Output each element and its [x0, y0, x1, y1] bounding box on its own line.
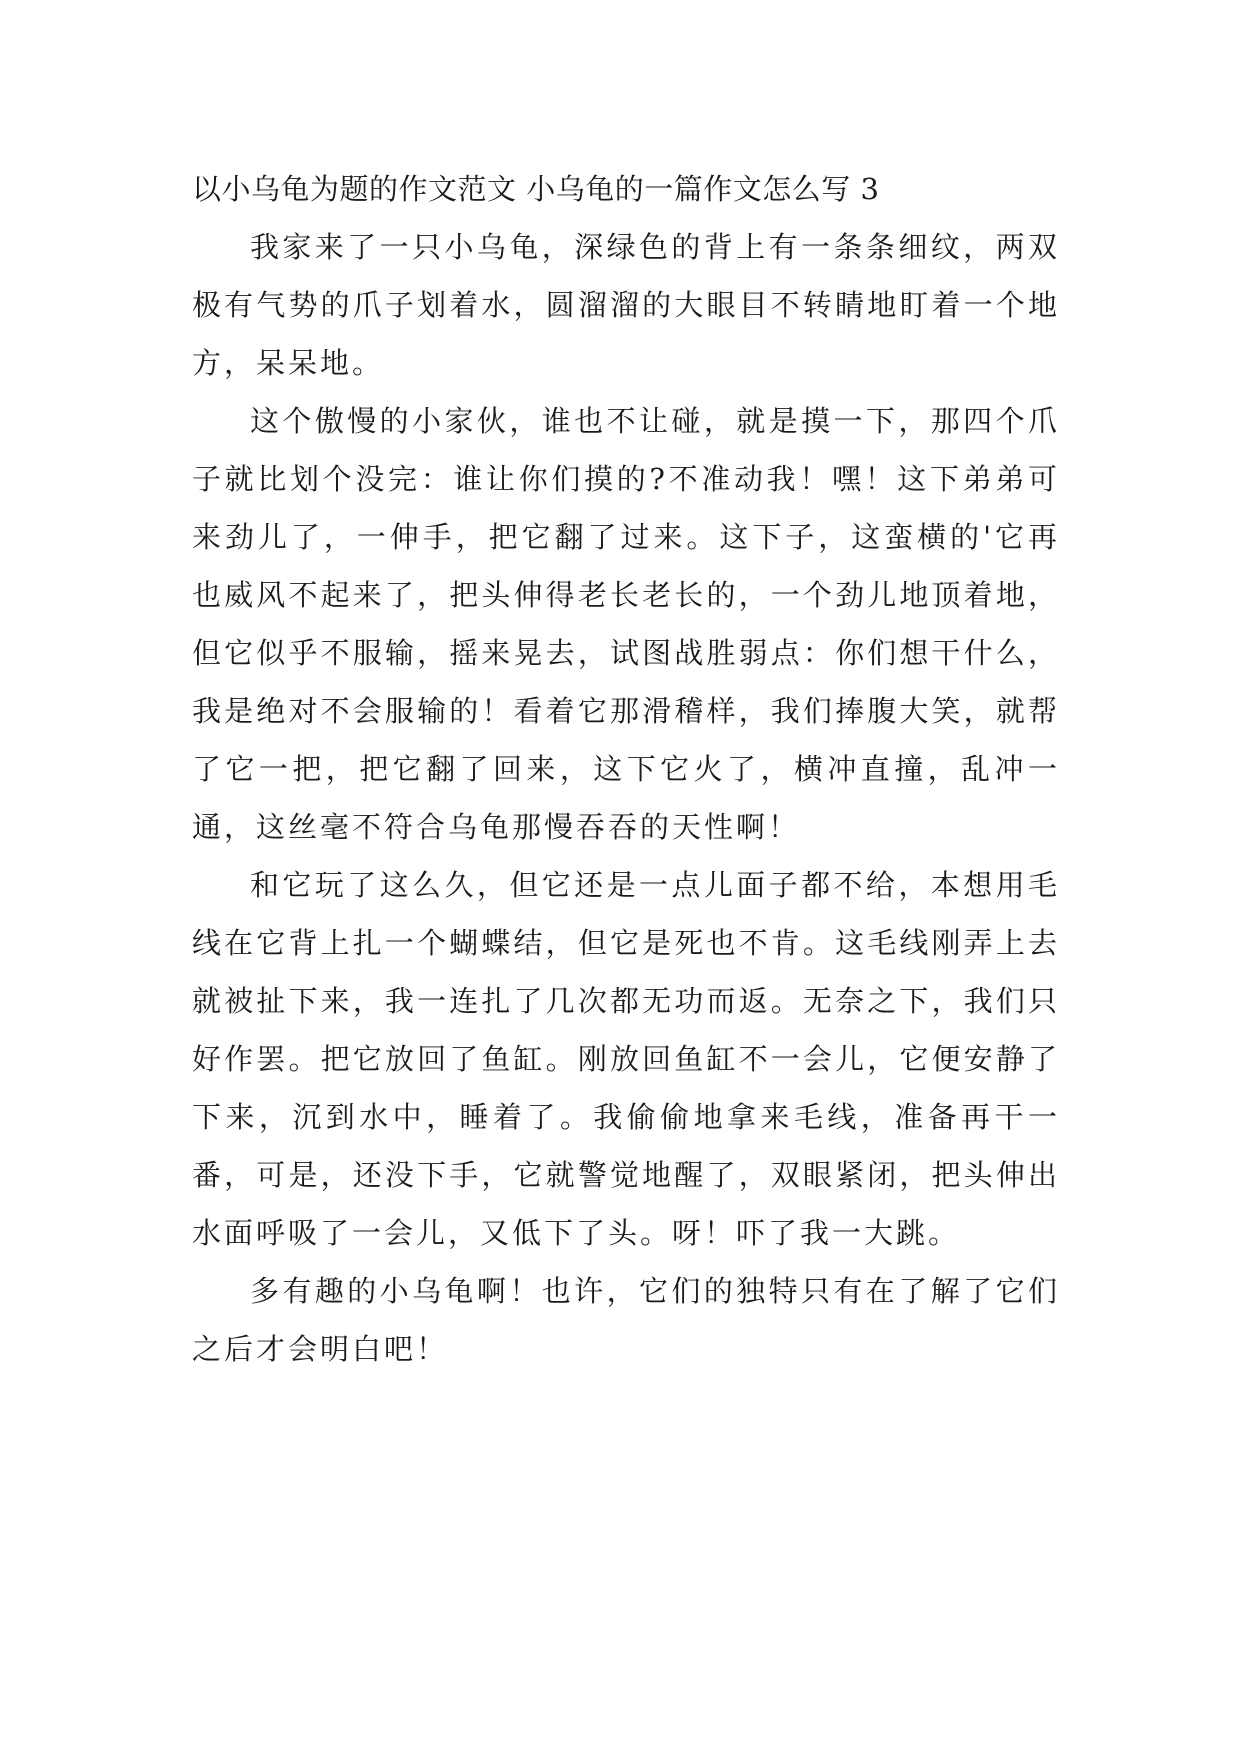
document-body [192, 160, 1060, 1378]
document-title: 以小乌龟为题的作文范文 小乌龟的一篇作文怎么写 3 [192, 172, 880, 206]
paragraph-4: 多有趣的小乌龟啊！也许，它们的独特只有在了解了它们之后才会明白吧！ [192, 1274, 1060, 1366]
paragraph-1: 我家来了一只小乌龟，深绿色的背上有一条条细纹，两双极有气势的爪子划着水，圆溜溜的大眼目不转睛地盯着一个地方，呆呆地。 [192, 230, 1060, 380]
paragraph-3: 和它玩了这么久，但它还是一点儿面子都不给，本想用毛线在它背上扎一个蝴蝶结，但它是死也不肯。这毛线刚弄上去就被扯下来，我一连扎了几次都无功而返。无奈之下，我们只好作罢。把它放回了鱼缸。刚放回鱼缸不一会儿，它便安静了下来，沉到水中，睡着了。我偷偷地拿来毛线，准备再干一番，可是，还没下手，它就警觉地醒了，双眼紧闭，把头伸出水面呼吸了一会儿，又低下了头。呀！吓了我一大跳。 [192, 868, 1060, 1250]
paragraph-2: 这个傲慢的小家伙，谁也不让碰，就是摸一下，那四个爪子就比划个没完：谁让你们摸的?不准动我！嘿！这下弟弟可来劲儿了，一伸手，把它翻了过来。这下子，这蛮横的'它再也威风不起来了，把头伸得老长老长的，一个劲儿地顶着地，但它似乎不服输，摇来晃去，试图战胜弱点：你们想干什么，我是绝对不会服输的！看着它那滑稽样，我们捧腹大笑，就帮了它一把，把它翻了回来，这下它火了，横冲直撞，乱冲一通，这丝毫不符合乌龟那慢吞吞的天性啊！ [192, 404, 1060, 844]
